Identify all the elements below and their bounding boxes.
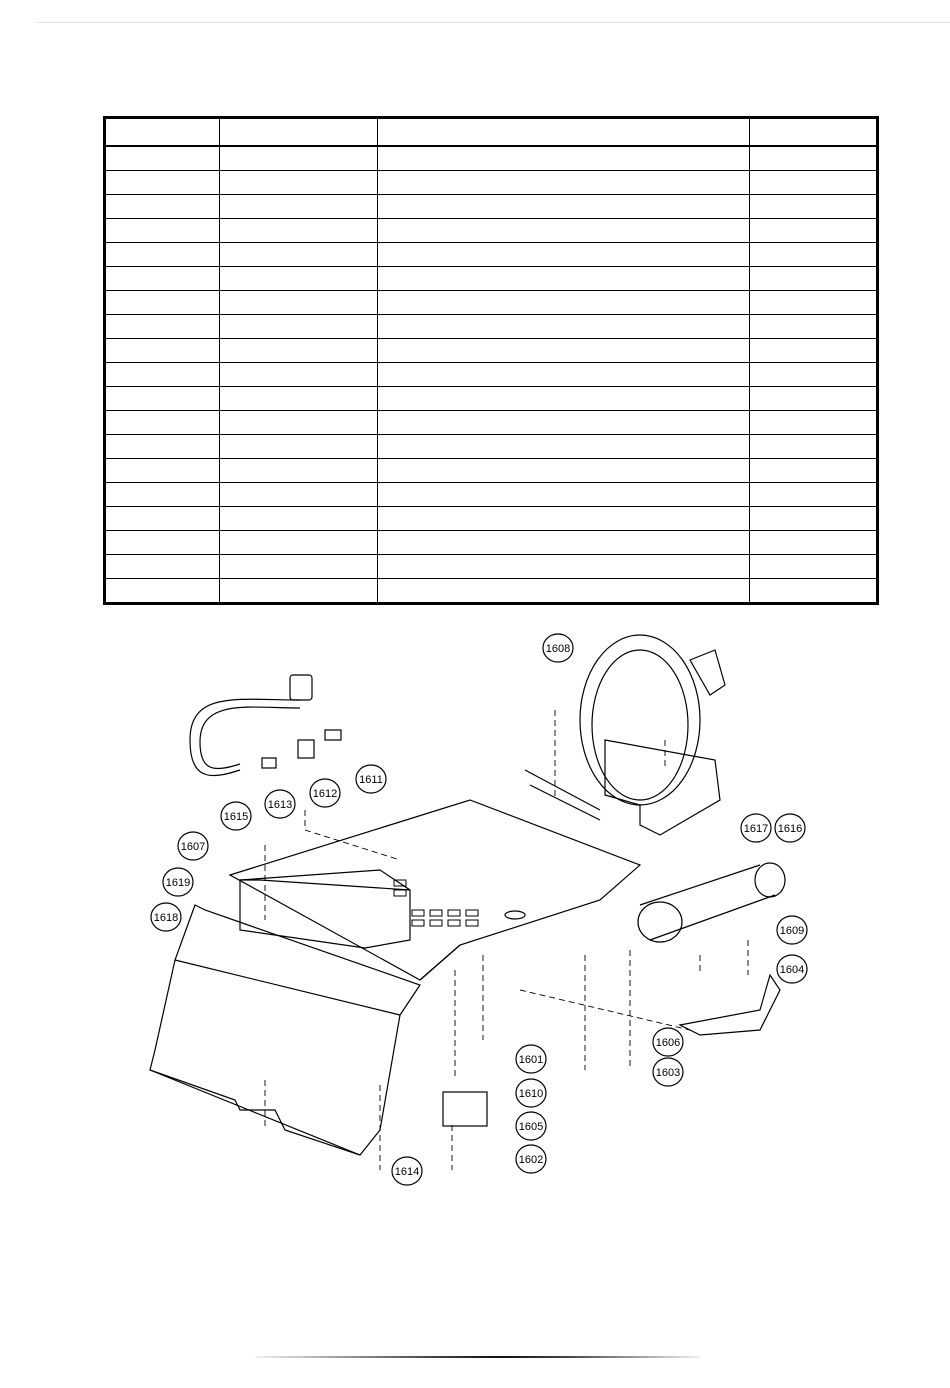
table-row <box>105 219 878 243</box>
table-cell <box>750 507 878 531</box>
base-plate <box>230 800 640 980</box>
table-cell <box>105 579 220 604</box>
table-cell <box>377 339 750 363</box>
table-row <box>105 387 878 411</box>
table-cell <box>219 531 377 555</box>
callout-label-1605: 1605 <box>518 1121 544 1133</box>
table-cell <box>105 171 220 195</box>
bracket <box>605 740 720 835</box>
table-row <box>105 243 878 267</box>
table-cell <box>750 579 878 604</box>
table-cell <box>105 243 220 267</box>
table-cell <box>377 195 750 219</box>
header-cell-qty <box>750 118 878 147</box>
callout-label-1607: 1607 <box>180 841 206 853</box>
callout-label-1611: 1611 <box>359 774 383 786</box>
table-cell <box>750 146 878 171</box>
hose <box>190 699 300 775</box>
table-cell <box>377 531 750 555</box>
table-cell <box>377 459 750 483</box>
front-cover <box>150 905 420 1155</box>
table-cell <box>105 195 220 219</box>
table-row <box>105 146 878 171</box>
table-row <box>105 291 878 315</box>
callout-label-1608: 1608 <box>545 643 571 655</box>
table-row <box>105 483 878 507</box>
callout-label-1617: 1617 <box>743 823 769 835</box>
table-cell <box>750 363 878 387</box>
footer-rule <box>255 1356 700 1358</box>
table-cell <box>750 411 878 435</box>
table-cell <box>105 531 220 555</box>
table-cell <box>377 219 750 243</box>
table-row <box>105 411 878 435</box>
table-cell <box>219 146 377 171</box>
table-cell <box>105 291 220 315</box>
table-cell <box>750 243 878 267</box>
table-cell <box>219 315 377 339</box>
table-cell <box>105 411 220 435</box>
table-cell <box>219 555 377 579</box>
callout-label-1616: 1616 <box>777 823 803 835</box>
table-cell <box>377 579 750 604</box>
exploded-parts-diagram <box>0 630 950 1190</box>
rear-bracket <box>680 975 780 1035</box>
table-cell <box>377 243 750 267</box>
callout-label-1618: 1618 <box>153 912 179 924</box>
table-cell <box>219 363 377 387</box>
parts-table-body <box>105 146 878 604</box>
callout-label-1606: 1606 <box>655 1037 681 1049</box>
table-cell <box>750 267 878 291</box>
table-cell <box>219 411 377 435</box>
table-cell <box>750 435 878 459</box>
table-row <box>105 267 878 291</box>
table-cell <box>219 483 377 507</box>
table-cell <box>105 315 220 339</box>
header-cell-code <box>219 118 377 147</box>
table-cell <box>750 195 878 219</box>
table-row <box>105 435 878 459</box>
table-cell <box>105 483 220 507</box>
table-cell <box>105 387 220 411</box>
table-cell <box>750 339 878 363</box>
table-cell <box>377 555 750 579</box>
table-cell <box>377 507 750 531</box>
table-row <box>105 339 878 363</box>
top-rule <box>36 22 950 23</box>
table-cell <box>750 531 878 555</box>
table-cell <box>105 507 220 531</box>
parts-table <box>103 116 879 605</box>
table-row <box>105 555 878 579</box>
table-cell <box>377 363 750 387</box>
hoop-clamp <box>580 635 700 805</box>
callout-label-1619: 1619 <box>165 877 191 889</box>
table-cell <box>105 363 220 387</box>
table-cell <box>219 507 377 531</box>
table-cell <box>219 459 377 483</box>
table-cell <box>377 483 750 507</box>
table-cell <box>219 243 377 267</box>
table-row <box>105 507 878 531</box>
table-row <box>105 195 878 219</box>
table-cell <box>377 291 750 315</box>
table-cell <box>105 146 220 171</box>
header-cell-item <box>105 118 220 147</box>
header-cell-description <box>377 118 750 147</box>
table-cell <box>219 171 377 195</box>
table-cell <box>377 315 750 339</box>
callout-label-1613: 1613 <box>267 799 293 811</box>
table-cell <box>105 219 220 243</box>
table-cell <box>105 267 220 291</box>
table-row <box>105 363 878 387</box>
table-cell <box>105 435 220 459</box>
table-cell <box>219 579 377 604</box>
table-cell <box>219 339 377 363</box>
table-cell <box>377 171 750 195</box>
table-cell <box>219 219 377 243</box>
callout-label-1603: 1603 <box>655 1067 681 1079</box>
table-cell <box>750 171 878 195</box>
callout-label-1615: 1615 <box>223 811 249 823</box>
callout-label-1612: 1612 <box>312 788 338 800</box>
table-cell <box>105 339 220 363</box>
table-cell <box>105 555 220 579</box>
table-row <box>105 315 878 339</box>
table-cell <box>219 195 377 219</box>
callout-label-1610: 1610 <box>518 1088 544 1100</box>
table-row <box>105 171 878 195</box>
table-cell <box>750 219 878 243</box>
table-cell <box>750 291 878 315</box>
table-cell <box>105 459 220 483</box>
table-cell <box>750 483 878 507</box>
tray <box>240 870 410 948</box>
table-cell <box>377 435 750 459</box>
fitting-1612 <box>298 740 314 758</box>
table-cell <box>750 555 878 579</box>
table-cell <box>377 411 750 435</box>
callout-group <box>151 634 807 1185</box>
table-cell <box>377 267 750 291</box>
table-cell <box>219 267 377 291</box>
table-row <box>105 459 878 483</box>
table-header-row <box>105 118 878 147</box>
table-cell <box>219 435 377 459</box>
callout-label-1609: 1609 <box>779 925 805 937</box>
callout-label-1604: 1604 <box>779 964 805 976</box>
table-cell <box>750 315 878 339</box>
callout-label-1614: 1614 <box>394 1166 420 1178</box>
callout-label-1601: 1601 <box>518 1054 544 1066</box>
table-cell <box>219 387 377 411</box>
table-row <box>105 579 878 604</box>
callout-label-1602: 1602 <box>518 1154 544 1166</box>
table-cell <box>219 291 377 315</box>
table-row <box>105 531 878 555</box>
valve-block <box>443 1092 487 1126</box>
table-cell <box>750 387 878 411</box>
table-cell <box>750 459 878 483</box>
table-cell <box>377 387 750 411</box>
table-cell <box>377 146 750 171</box>
